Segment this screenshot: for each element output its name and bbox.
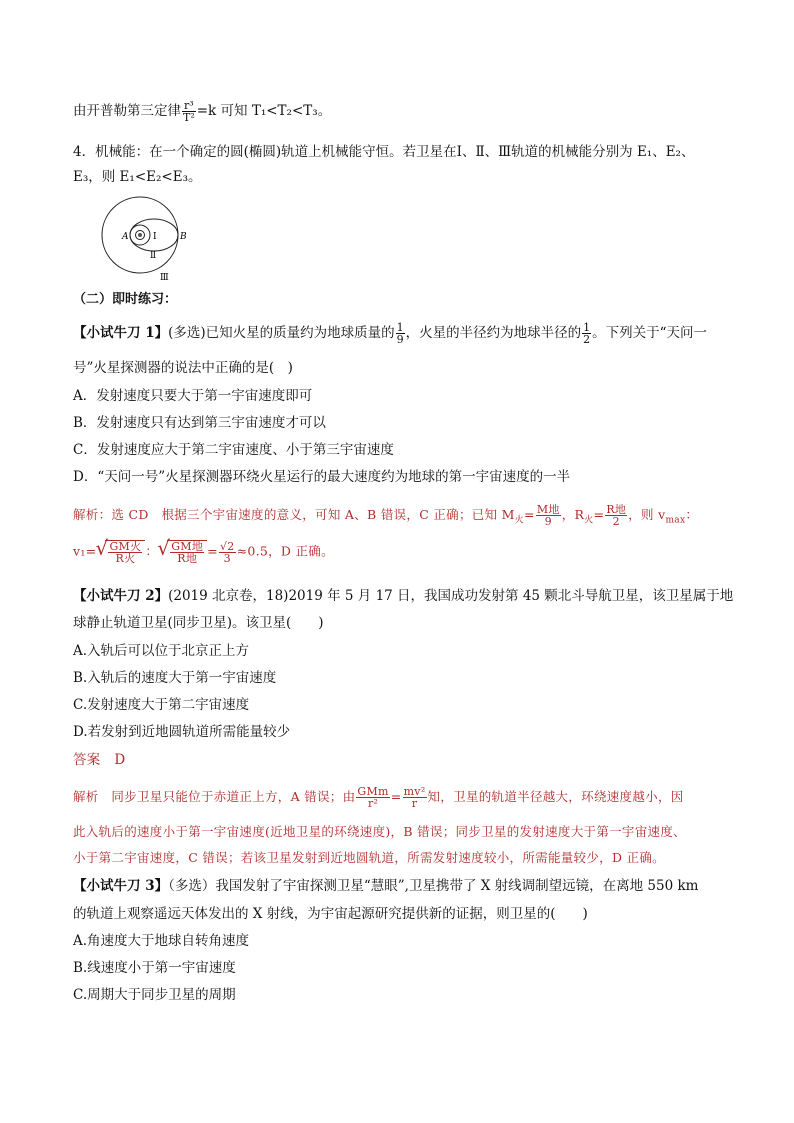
q1-eq-b: = — [593, 507, 605, 522]
q2-option-a: A.入轨后可以位于北京正上方 — [73, 643, 250, 659]
planet-core — [138, 233, 142, 237]
mech-line-2: E₃，则 E₁<E₂<E₃。 — [73, 169, 202, 185]
q3-tag: 【小试牛刀 3】 — [73, 878, 169, 894]
q3-line-1 — [73, 876, 698, 896]
kepler-line — [73, 100, 331, 123]
q1-result-d: 3 — [223, 551, 231, 565]
q1-analysis-1-text: 解析：选 CD 根据三个宇宙速度的意义，可知 A、B 错误，C 正确；已知 M — [73, 507, 515, 522]
q1-tag: 【小试牛刀 1】 — [73, 325, 169, 341]
kepler-prefix: 由开普勒第三定律 — [73, 103, 181, 119]
q2-line-1 — [73, 586, 733, 606]
q1-line-1 — [73, 322, 707, 345]
q1-sub-a: 火 — [514, 515, 525, 526]
q2-analysis-1b: 知，卫星的轨道半径越大，环绕速度越小，因 — [427, 789, 684, 804]
q2-analysis-3: 小于第二宇宙速度，C 错误；若该卫星发射到近地圆轨道，所需发射速度较小，所需能量较少，D 正确。 — [73, 850, 665, 865]
q1-sub-c: max — [665, 515, 686, 526]
q2-f2-n: mv² — [403, 785, 426, 798]
q1-r-frac — [605, 504, 627, 527]
q1-frac-1-d: 9 — [396, 333, 404, 346]
q1-frac-2 — [582, 322, 591, 345]
label-1: Ⅰ — [153, 232, 157, 242]
q1-v1: v₁= — [73, 543, 97, 559]
q2-f1-d: r² — [367, 797, 379, 810]
q1-frac-2-n: 1 — [583, 321, 591, 334]
q1-analysis-1 — [73, 504, 698, 531]
label-3: Ⅲ — [160, 273, 169, 282]
q1-result-frac — [219, 541, 236, 564]
q2-option-b: B.入轨后的速度大于第一宇宙速度 — [73, 670, 277, 686]
q3-option-c: C.周期大于同步卫星的周期 — [73, 987, 236, 1003]
q1-analysis-mid: ，R — [561, 507, 585, 522]
q2-option-d: D.若发射到近地圆轨道所需能量较少 — [73, 724, 291, 740]
kepler-num: r³ — [182, 100, 196, 112]
q1-colon-a: ： — [685, 507, 699, 522]
q1-option-a: A．发射速度只要大于第一宇宙速度即可 — [73, 388, 313, 404]
q1-sq2-d: R地 — [177, 552, 198, 565]
q2-option-c: C.发射速度大于第二宇宙速度 — [73, 697, 250, 713]
q1-option-d: D．“天问一号”火星探测器环绕火星运行的最大速度约为地球的第一宇宙速度的一半 — [73, 469, 571, 485]
q1-r-frac-d: 2 — [612, 515, 620, 528]
q1-m-frac-n: M地 — [536, 503, 560, 516]
q1-eq-a: = — [524, 507, 535, 522]
q1-sqrt-1 — [96, 540, 145, 564]
q2-frac-1 — [356, 786, 389, 809]
kepler-den: T² — [183, 111, 195, 124]
q2-f1-eq: = — [390, 789, 402, 804]
q1-frac-2-d: 2 — [583, 333, 591, 346]
mech-line-1: 4．机械能：在一个确定的圆(椭圆)轨道上机械能守恒。若卫星在Ⅰ、Ⅱ、Ⅲ轨道的机械能分别为 E₁、E₂、 — [73, 144, 695, 160]
q2-answer: 答案 D — [73, 752, 126, 768]
q2-analysis-1 — [73, 786, 684, 809]
q1-m-frac-d: 9 — [544, 515, 552, 528]
label-a: A — [122, 232, 129, 242]
q2-analysis-2: 此入轨后的速度小于第一宇宙速度(近地卫星的环绕速度)，B 错误；同步卫星的发射速度大于第一宇宙速度、 — [73, 824, 686, 839]
q1-result-n: √2 — [219, 539, 235, 553]
orbit-diagram — [98, 192, 198, 282]
q1-sq2-n: √ GM地 — [171, 540, 204, 553]
q1-sq1-n: √ GM火 — [109, 540, 142, 553]
q2-line-2: 球静止轨道卫星(同步卫星)。该卫星( ) — [73, 615, 324, 631]
q1-sqrt-2-frac — [170, 541, 204, 564]
kepler-fraction — [182, 100, 196, 123]
q1-colon-b: ： — [145, 543, 159, 559]
q1-text-b: ，火星的半径约为地球半径的 — [405, 325, 582, 341]
q3-option-b: B.线速度小于第一宇宙速度 — [73, 960, 236, 976]
q1-r-frac-n: R地 — [606, 503, 627, 516]
q1-eq-c: = — [207, 543, 218, 559]
q1-sqrt-1-frac — [108, 541, 142, 564]
q3-option-a: A.角速度大于地球自转角速度 — [73, 933, 250, 949]
label-b: B — [180, 232, 187, 242]
q1-analysis-end: ，则 v — [628, 507, 666, 522]
q1-text-a: (多选)已知火星的质量约为地球质量的 — [168, 325, 395, 341]
q1-analysis-2 — [73, 540, 334, 564]
q1-text-c: 。下列关于“天问一 — [592, 325, 708, 341]
q2-f1-n: GMm — [357, 785, 389, 798]
q2-frac-2 — [403, 786, 427, 809]
q2-f2-d: r — [411, 797, 418, 810]
q2-analysis-1a: 解析 同步卫星只能位于赤道正上方，A 错误；由 — [73, 789, 356, 804]
q1-sqrt-2 — [158, 540, 207, 564]
q1-m-frac — [536, 504, 561, 527]
q1-analysis-2-end: ≈0.5，D 正确。 — [236, 543, 334, 559]
q2-text-a: (2019 北京卷，18)2019 年 5 月 17 日，我国成功发射第 45 颗北斗导航卫星，该卫星属于地 — [168, 588, 734, 604]
q1-line-2: 号”火星探测器的说法中正确的是( ) — [73, 360, 293, 376]
section-title: （二）即时练习： — [73, 292, 178, 307]
q1-option-c: C．发射速度应大于第二宇宙速度、小于第三宇宙速度 — [73, 442, 394, 458]
q3-text-a: （多选）我国发射了宇宙探测卫星“慧眼”,卫星携带了 X 射线调制望远镜，在离地 550 km — [168, 878, 699, 894]
q1-frac-1-n: 1 — [396, 321, 404, 334]
label-2: Ⅱ — [150, 251, 157, 261]
q1-option-b: B．发射速度只有达到第三宇宙速度才可以 — [73, 415, 326, 431]
q1-sq1-d: R火 — [115, 552, 136, 565]
q2-tag: 【小试牛刀 2】 — [73, 588, 169, 604]
q3-line-2: 的轨道上观察遥远天体发出的 X 射线，为宇宙起源研究提供新的证据，则卫星的( ) — [73, 906, 588, 922]
q1-sub-b: 火 — [584, 515, 594, 526]
q1-frac-1 — [396, 322, 405, 345]
kepler-suffix: =k 可知 T₁<T₂<T₃。 — [196, 103, 332, 119]
